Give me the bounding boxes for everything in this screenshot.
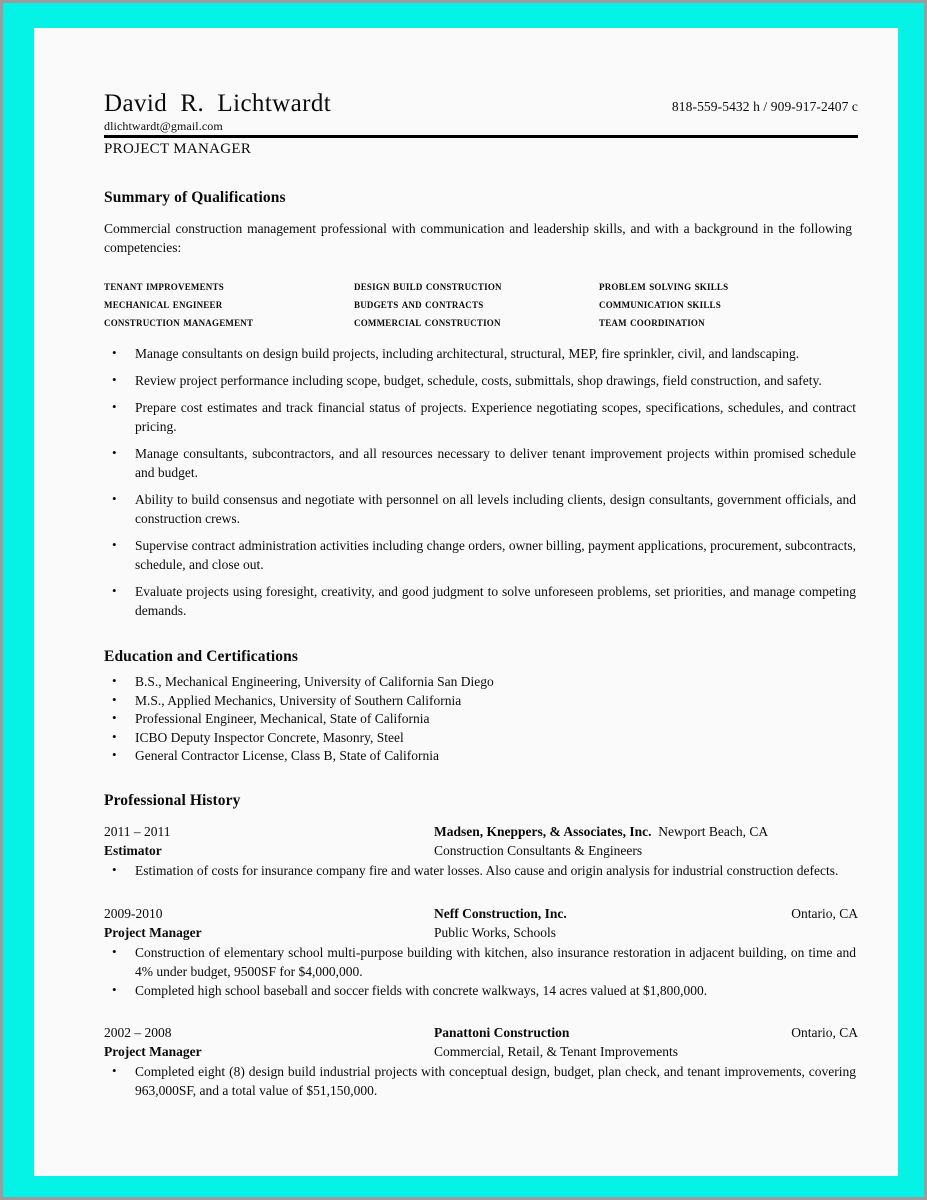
competency-item: commercial construction — [354, 315, 501, 329]
section-heading-education: Education and Certifications — [104, 648, 298, 665]
job-bullet-list — [104, 943, 858, 1000]
list-item: • Manage consultants on design build projects, including architectural, structural, MEP, fire sprinkler, civil, and landscaping. — [104, 344, 858, 363]
competency-item: mechanical engineer — [104, 297, 223, 311]
list-item: • Evaluate projects using foresight, creativity, and good judgment to solve unforeseen problems, set priorities, and manage competing demands. — [104, 582, 858, 620]
job-role: Estimator — [104, 842, 162, 858]
resume-sheet — [34, 28, 898, 1100]
competency-item: problem solving skills — [599, 279, 729, 293]
job-dates: 2002 – 2008 — [104, 1024, 172, 1040]
job-entry — [104, 822, 858, 880]
candidate-name: David R. Lichtwardt — [104, 90, 332, 117]
job-entry — [104, 1023, 858, 1100]
competency-item: design build construction — [354, 279, 502, 293]
resume-page — [34, 28, 898, 1176]
list-item: • Professional Engineer, Mechanical, State of California — [104, 710, 858, 729]
competency-item: construction management — [104, 315, 254, 329]
header-divider-rule — [104, 135, 858, 138]
job-entry — [104, 904, 858, 1000]
job-descriptor: Commercial, Retail, & Tenant Improvements — [434, 1043, 678, 1059]
job-bullet-list — [104, 1062, 858, 1100]
job-location: Ontario, CA — [791, 905, 858, 921]
job-company: Neff Construction, Inc. — [434, 905, 567, 921]
education-list — [104, 673, 858, 766]
list-item: • Supervise contract administration activities including change orders, owner billing, payment applications, procurement, subcontracts, schedule, and close out. — [104, 536, 858, 574]
job-bullet-list — [104, 861, 858, 880]
list-item: • General Contractor License, Class B, State of California — [104, 747, 858, 766]
section-heading-history: Professional History — [104, 791, 241, 809]
candidate-job-title: PROJECT MANAGER — [104, 141, 252, 157]
list-item: • Prepare cost estimates and track financial status of projects. Experience negotiating scopes, specifications, schedules, and contract pricing. — [104, 398, 858, 436]
job-descriptor: Construction Consultants & Engineers — [434, 842, 643, 858]
job-subheader-row — [104, 841, 858, 860]
list-item: • Completed high school baseball and soccer fields with concrete walkways, 14 acres valued at $1,800,000. — [104, 981, 858, 1000]
competencies-grid — [104, 277, 858, 331]
job-header-row — [104, 822, 858, 841]
list-item: • Completed eight (8) design build industrial projects with conceptual design, budget, plan check, and tenant improvements, covering 963,000SF, and a total value of $51,150,000. — [104, 1062, 858, 1100]
list-item: • Estimation of costs for insurance company fire and water losses. Also cause and origin analysis for industrial construction defects. — [104, 861, 858, 880]
job-header-row — [104, 1023, 858, 1042]
job-subheader-row — [104, 1042, 858, 1061]
competency-item: team coordination — [599, 315, 705, 329]
job-role: Project Manager — [104, 924, 202, 940]
job-subheader-row — [104, 923, 858, 942]
list-item: • M.S., Applied Mechanics, University of Southern California — [104, 692, 858, 711]
job-descriptor: Public Works, Schools — [434, 924, 557, 940]
section-heading-summary: Summary of Qualifications — [104, 189, 286, 206]
job-company: Madsen, Kneppers, & Associates, Inc. — [434, 823, 652, 839]
candidate-email: dlichtwardt@gmail.com — [104, 119, 223, 133]
candidate-phones: 818-559-5432 h / 909-917-2407 c — [671, 99, 858, 114]
list-item: • ICBO Deputy Inspector Concrete, Masonry, Steel — [104, 729, 858, 748]
list-item: • B.S., Mechanical Engineering, University of California San Diego — [104, 673, 858, 692]
job-company-line — [434, 904, 783, 923]
job-dates: 2009-2010 — [104, 905, 163, 921]
job-role: Project Manager — [104, 1043, 202, 1059]
competency-item: budgets and contracts — [354, 297, 484, 311]
list-item: • Ability to build consensus and negotiate with personnel on all levels including clients, design consultants, government officials, and construction crews. — [104, 490, 858, 528]
job-company-line — [434, 822, 858, 841]
job-company-line — [434, 1023, 783, 1042]
job-company: Panattoni Construction — [434, 1024, 570, 1040]
job-location: Newport Beach, CA — [658, 823, 769, 839]
list-item: • Review project performance including scope, budget, schedule, costs, submittals, shop drawings, field construction, and safety. — [104, 371, 858, 390]
list-item: • Manage consultants, subcontractors, and all resources necessary to deliver tenant improvement projects within promised schedule and budget. — [104, 444, 858, 482]
job-location: Ontario, CA — [791, 1024, 858, 1040]
summary-bullet-list — [104, 344, 858, 620]
cyan-border-mat — [3, 3, 924, 1197]
competency-item: tenant improvements — [104, 279, 224, 293]
summary-paragraph: Commercial construction management professional with communication and leadership skills, and with a background in the following competencies: — [104, 221, 852, 255]
competency-item: communication skills — [599, 297, 721, 311]
job-header-row — [104, 904, 858, 923]
job-dates: 2011 – 2011 — [104, 823, 171, 839]
list-item: • Construction of elementary school multi-purpose building with kitchen, also insurance restoration in adjacent building, on time and 4% under budget, 9500SF for $4,000,000. — [104, 943, 858, 981]
resume-header — [104, 90, 858, 118]
